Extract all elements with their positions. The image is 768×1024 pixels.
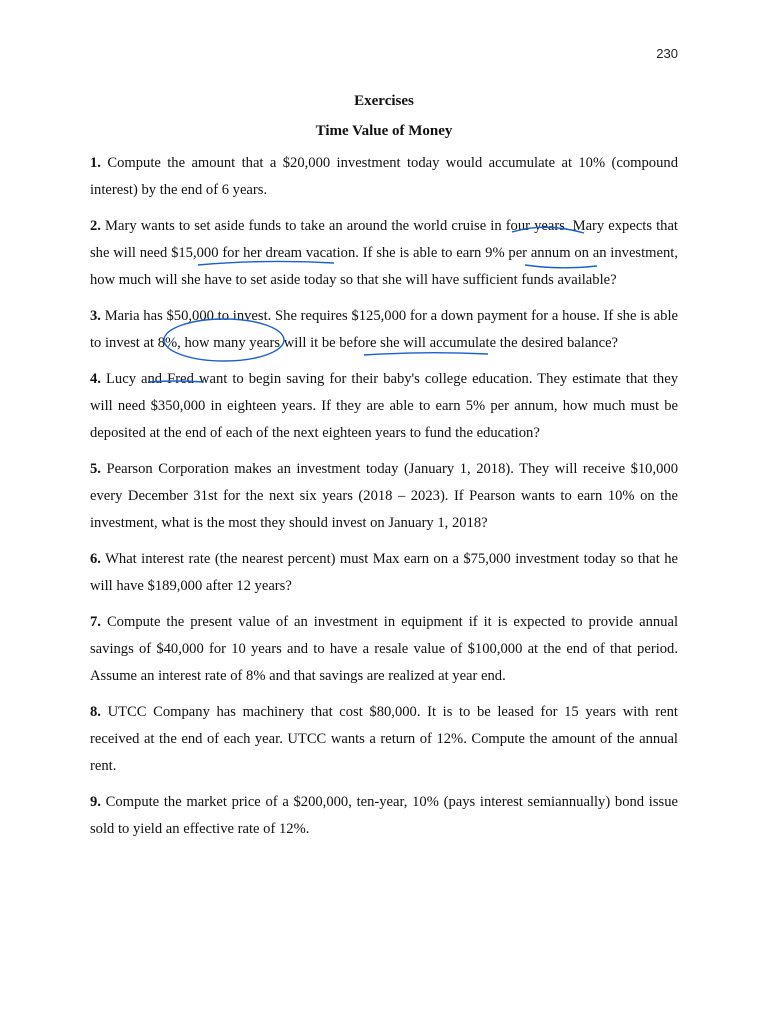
- exercise-text: Mary wants to set aside funds to take an around the world cruise in four years. Mary expects that she will need $15,000 for her dream vacation. If she is able to earn 9% per annum on an investment, how much will she have to set aside today so that she will have sufficient funds available?: [90, 218, 678, 288]
- exercise-list: [90, 150, 678, 852]
- exercise-text: Compute the amount that a $20,000 investment today would accumulate at 10% (compound interest) by the end of 6 years.: [90, 155, 678, 198]
- exercise-number: 6.: [90, 551, 101, 567]
- exercise-text: Maria has $50,000 to invest. She requires $125,000 for a down payment for a house. If she is able to invest at 8%, how many years will it be before she will accumulate the desired balance?: [90, 308, 678, 351]
- page-subheading: Time Value of Money: [315, 123, 453, 139]
- exercise-number: 7.: [90, 614, 101, 630]
- exercise-text: Pearson Corporation makes an investment today (January 1, 2018). They will receive $10,000 every December 31st for the next six years (2018 – 2023). If Pearson wants to earn 10% on the investment, what is the most they should invest on January 1, 2018?: [90, 461, 679, 531]
- exercise-3: [90, 303, 678, 357]
- page-number: 230: [656, 46, 678, 61]
- exercise-6: [90, 546, 678, 600]
- exercise-text: Compute the present value of an investment in equipment if it is expected to provide annual savings of $40,000 for 10 years and to have a resale value of $100,000 at the end of that period. Assume an interest rate of 8% and that savings are realized at year end.: [90, 614, 678, 684]
- exercise-text: Compute the market price of a $200,000, ten-year, 10% (pays interest semiannually) bond issue sold to yield an effective rate of 12%.: [90, 794, 678, 837]
- exercise-number: 8.: [90, 704, 101, 720]
- exercise-text: UTCC Company has machinery that cost $80,000. It is to be leased for 15 years with rent received at the end of each year. UTCC wants a return of 12%. Compute the amount of the annual rent.: [90, 704, 678, 774]
- exercise-7: [90, 609, 678, 690]
- page-heading: Exercises: [354, 93, 414, 109]
- exercise-number: 9.: [90, 794, 101, 810]
- exercise-4: [90, 366, 678, 447]
- exercise-1: [90, 150, 678, 204]
- exercise-number: 4.: [90, 371, 101, 387]
- exercise-number: 2.: [90, 218, 101, 234]
- exercise-2: [90, 213, 678, 294]
- exercise-text: Lucy and Fred want to begin saving for their baby's college education. They estimate that they will need $350,000 in eighteen years. If they are able to earn 5% per annum, how much must be deposited at the end of each of the next eighteen years to fund the education?: [90, 371, 678, 441]
- exercise-number: 1.: [90, 155, 101, 171]
- exercise-8: [90, 699, 678, 780]
- exercise-5: [90, 456, 678, 537]
- exercise-number: 5.: [90, 461, 101, 477]
- exercise-number: 3.: [90, 308, 101, 324]
- exercise-text: What interest rate (the nearest percent) must Max earn on a $75,000 investment today so that he will have $189,000 after 12 years?: [90, 551, 678, 594]
- exercise-9: [90, 789, 678, 843]
